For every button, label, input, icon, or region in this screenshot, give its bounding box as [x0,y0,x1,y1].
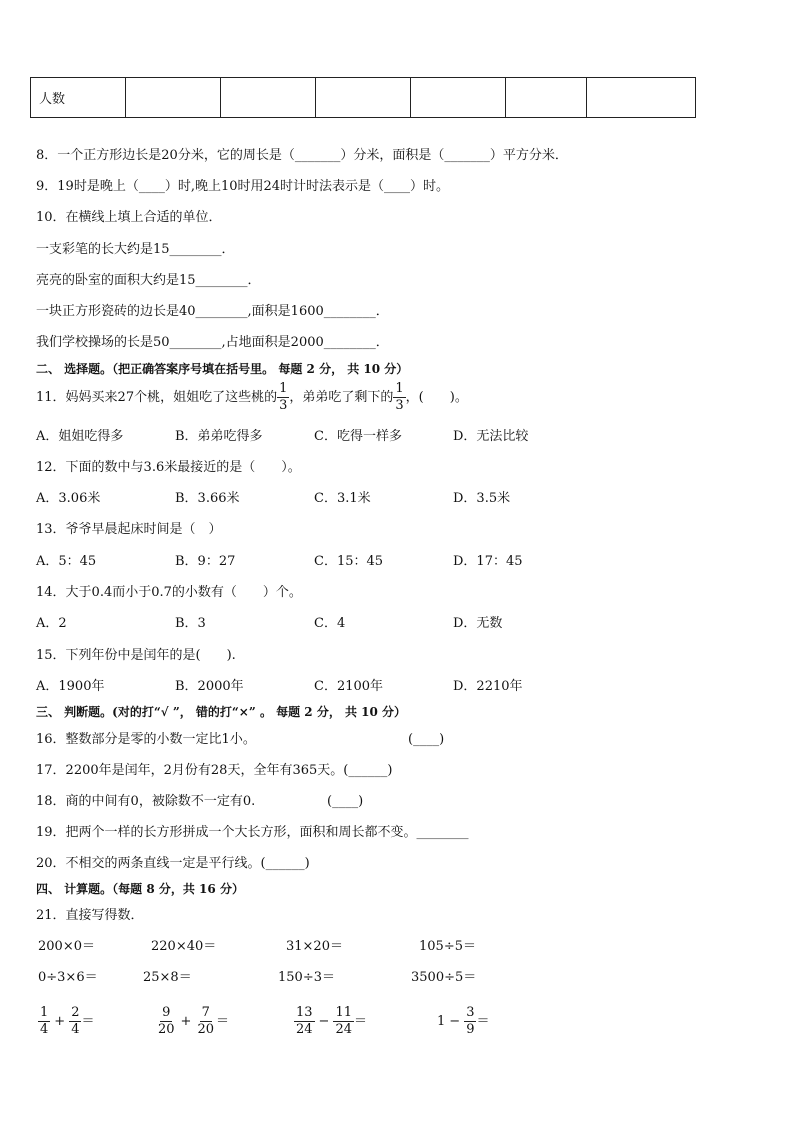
question-19: 19．把两个一样的长方形拼成一个大长方形，面积和周长都不变。________ [36,825,469,840]
question-11-stem: 11．妈妈买来27个桃，姐姐吃了这些桃的 [36,389,278,405]
option-b: B．3 [175,616,206,631]
question-15: 15．下列年份中是闰年的是( ). [36,648,236,663]
section-3-heading: 三、 判断题。(对的打“√ ”， 错的打“×” 。 每题 2 分， 共 10 分） [36,705,407,719]
option-d: D．无数 [453,616,503,631]
question-8: 8．一个正方形边长是20分米，它的周长是（_______）分米，面积是（_______）平方分米． [36,148,568,163]
fraction-calc-item [437,1006,489,1036]
fraction-denominator: 3 [395,397,404,413]
equals-sign: ＝ [81,1013,95,1029]
question-12: 12．下面的数中与3.6米最接近的是（ ）。 [36,460,301,475]
option-c: C．15：45 [314,554,384,569]
fraction-calc-item [38,1006,94,1036]
whole-number: 1 [437,1013,446,1029]
fraction [464,1006,476,1036]
fraction [294,1006,315,1036]
table-cell [126,78,221,118]
fraction-numerator: 13 [296,1005,313,1020]
fraction-denominator: 9 [466,1021,475,1037]
question-10-line: 我们学校操场的长是50________,占地面积是2000________． [36,335,389,350]
fraction [277,382,289,412]
answer-blank: (____) [327,794,364,809]
question-11-stem: ，( )。 [405,389,468,405]
fraction-denominator: 20 [158,1021,175,1037]
table-row [31,78,696,118]
option-b: B．9：27 [175,554,236,569]
question-11-stem: ，弟弟吃了剩下的 [289,389,394,405]
fraction-numerator: 1 [40,1005,49,1020]
fraction [38,1006,50,1036]
fraction [156,1006,177,1036]
calc-item: 31×20＝ [286,939,343,954]
table-cell [316,78,411,118]
operator: − [318,1013,330,1029]
fraction [195,1006,216,1036]
question-10-line: 亮亮的卧室的面积大约是15________． [36,273,261,288]
question-10-line: 一支彩笔的长大约是15________． [36,242,235,257]
option-a: A．3.06米 [36,491,101,506]
option-c: C．3.1米 [314,491,371,506]
people-count-table [30,77,696,118]
operator: − [449,1013,461,1029]
question-10-line: 一块正方形瓷砖的边长是40________,面积是1600________． [36,304,389,319]
equals-sign: ＝ [216,1013,230,1029]
fraction [393,382,405,412]
table-cell [411,78,506,118]
question-18: 18．商的中间有0，被除数不一定有0. [36,794,256,809]
calc-item: 0÷3×6＝ [38,970,98,985]
equals-sign: ＝ [476,1013,490,1029]
calc-item: 220×40＝ [151,939,217,954]
option-d: D．无法比较 [453,429,529,444]
table-row-label: 人数 [31,78,126,118]
fraction-denominator: 24 [335,1021,352,1037]
calc-item: 200×0＝ [38,939,95,954]
section-2-heading: 二、 选择题。（把正确答案序号填在括号里。 每题 2 分， 共 10 分） [36,362,409,376]
calc-item: 25×8＝ [143,970,192,985]
fraction-numerator: 7 [201,1005,210,1020]
question-9: 9．19时是晚上（____）时,晚上10时用24时计时法表示是（____）时。 [36,179,450,194]
question-17: 17．2200年是闰年，2月份有28天，全年有365天。(______) [36,763,393,778]
operator: + [180,1013,192,1029]
question-20: 20．不相交的两条直线一定是平行线。(______) [36,856,310,871]
answer-blank: (____) [408,732,445,747]
option-c: C．吃得一样多 [314,429,402,444]
question-21-title: 21．直接写得数． [36,908,144,923]
option-a: A．5：45 [36,554,97,569]
option-b: B．弟弟吃得多 [175,429,263,444]
fraction-denominator: 4 [40,1021,49,1037]
fraction-numerator: 3 [466,1005,475,1020]
option-d: D．2210年 [453,679,523,694]
option-a: A．1900年 [36,679,105,694]
option-c: C．4 [314,616,346,631]
question-10-title: 10．在横线上填上合适的单位． [36,210,222,225]
fraction-numerator: 1 [395,381,404,396]
fraction-numerator: 1 [279,381,288,396]
table-cell [221,78,316,118]
question-13: 13．爷爷早晨起床时间是（ ） [36,522,222,537]
section-4-heading: 四、 计算题。（每题 8 分，共 16 分） [36,882,244,896]
fraction-denominator: 3 [279,397,288,413]
option-a: A．2 [36,616,67,631]
fraction-denominator: 4 [71,1021,80,1037]
option-d: D．3.5米 [453,491,511,506]
table-cell [506,78,587,118]
fraction-numerator: 11 [335,1005,352,1020]
option-c: C．2100年 [314,679,384,694]
fraction-numerator: 9 [162,1005,171,1020]
question-11 [36,382,468,412]
question-14: 14．大于0.4而小于0.7的小数有（ ）个。 [36,585,302,600]
operator: + [54,1013,66,1029]
fraction-denominator: 24 [296,1021,313,1037]
fraction-denominator: 20 [197,1021,214,1037]
equals-sign: ＝ [354,1013,368,1029]
option-b: B．2000年 [175,679,244,694]
fraction [333,1006,354,1036]
question-16: 16．整数部分是零的小数一定比1小。 [36,732,256,747]
calc-item: 105÷5＝ [419,939,476,954]
option-b: B．3.66米 [175,491,240,506]
calc-item: 150÷3＝ [278,970,335,985]
fraction [69,1006,81,1036]
fraction-numerator: 2 [71,1005,80,1020]
fraction-calc-item [294,1006,367,1036]
table-cell [587,78,696,118]
option-a: A．姐姐吃得多 [36,429,124,444]
option-d: D．17：45 [453,554,523,569]
fraction-calc-item [156,1006,229,1036]
calc-item: 3500÷5＝ [411,970,477,985]
